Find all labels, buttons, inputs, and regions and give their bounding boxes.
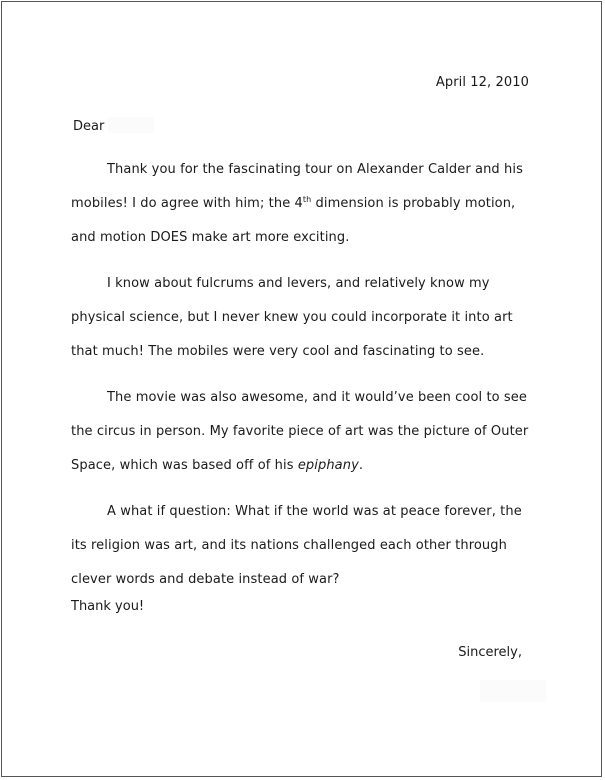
emphasized-word: epiphany bbox=[297, 458, 359, 473]
paragraph-4: A what if question: What if the world was at peace forever, the its religion was art, and its nations challenged each other through clever words and debate instead of war? bbox=[71, 504, 522, 587]
letter-date: April 12, 2010 bbox=[435, 75, 529, 90]
letter-body bbox=[71, 153, 541, 609]
paragraph-1-text-start: Thank you for the fascinating tour on Alexander Calder and his mobiles! I do agree with him; the 4 bbox=[71, 162, 523, 211]
redacted-recipient-name bbox=[108, 117, 154, 133]
ordinal-superscript: th bbox=[302, 195, 312, 204]
paragraph-1-text-end: dimension is probably motion, and motion DOES make art more exciting. bbox=[71, 196, 516, 245]
salutation-text: Dear bbox=[73, 119, 105, 134]
paragraph-3-text-start: The movie was also awesome, and it would’ve been cool to see the circus in person. My favorite piece of art was the picture of Outer Space, which was based off of his bbox=[71, 390, 529, 473]
paragraph-2: I know about fulcrums and levers, and relatively know my physical science, but I never knew you could incorporate it into art that much! The mobiles were very cool and fascinating to see. bbox=[71, 276, 513, 359]
redacted-signature bbox=[480, 680, 546, 702]
letter-page bbox=[1, 1, 602, 777]
paragraph-3 bbox=[71, 381, 541, 483]
thanks-line: Thank you! bbox=[71, 599, 145, 614]
paragraph-1 bbox=[71, 153, 541, 255]
salutation bbox=[73, 117, 154, 134]
closing-line: Sincerely, bbox=[458, 645, 522, 660]
paragraph-3-text-end: . bbox=[358, 458, 364, 473]
